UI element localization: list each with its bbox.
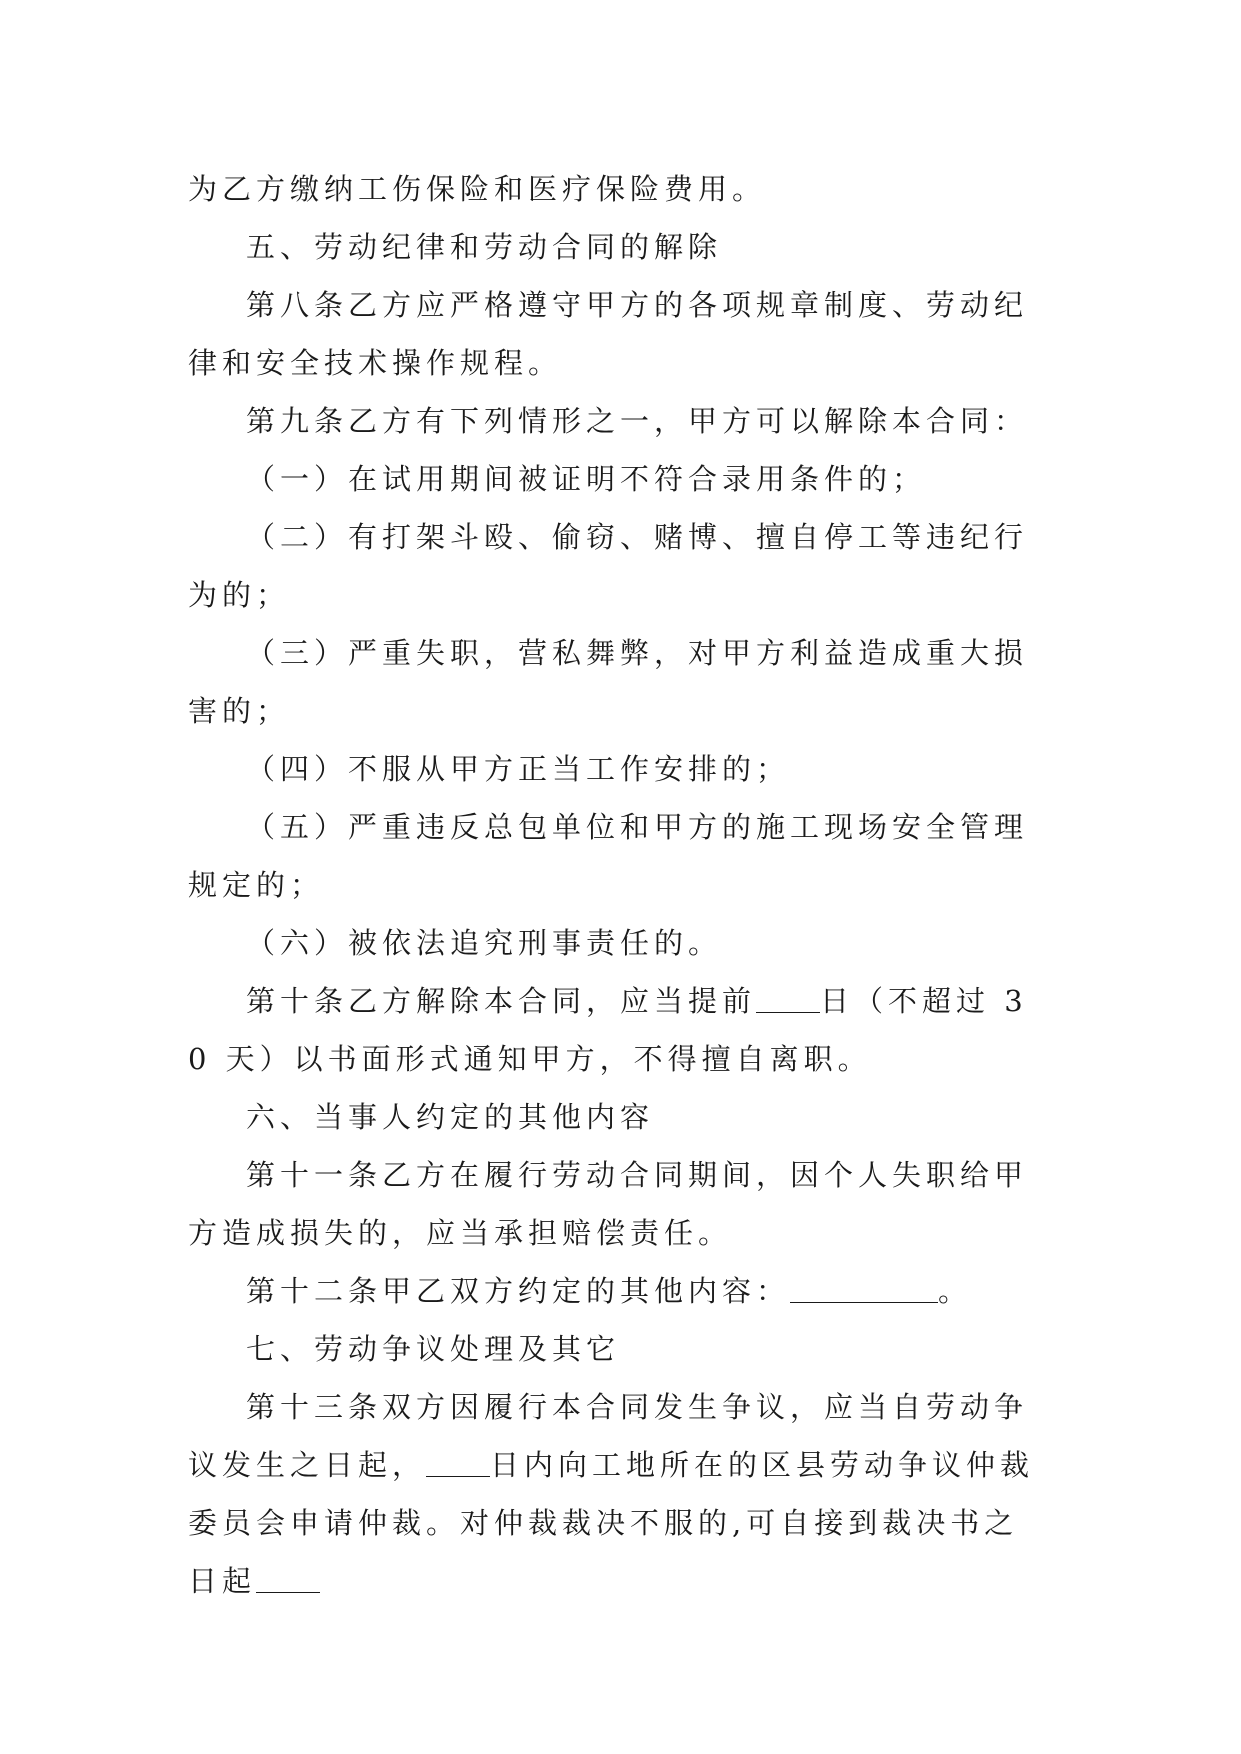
clause-item-1: （一）在试用期间被证明不符合录用条件的； [246, 462, 927, 496]
blank-lawsuit-days[interactable] [256, 1562, 320, 1593]
clause-item-6: （六）被依法追究刑事责任的。 [246, 926, 723, 960]
article-11: 第十一条乙方在履行劳动合同期间，因个人失职给甲方造成损失的，应当承担赔偿责任。 [188, 1158, 1029, 1250]
article-10 [188, 972, 1048, 1088]
document-body [188, 160, 1048, 1610]
article-13 [188, 1378, 1048, 1610]
article-10-text-start: 第十条乙方解除本合同，应当提前 [246, 984, 757, 1018]
article-12-text-end: 。 [938, 1274, 973, 1308]
clause-item-5: （五）严重违反总包单位和甲方的施工现场安全管理规定的； [188, 810, 1029, 902]
article-10-text-end: 日（不超过 30 天）以书面形式通知甲方，不得擅自离职。 [188, 984, 1028, 1076]
clause-item-4: （四）不服从甲方正当工作安排的； [246, 752, 791, 786]
clause-item-2: （二）有打架斗殴、偷窃、赌博、擅自停工等违纪行为的； [188, 520, 1029, 612]
article-12-text-start: 第十二条甲乙双方约定的其他内容： [246, 1274, 791, 1308]
paragraph-continuation: 为乙方缴纳工伤保险和医疗保险费用。 [188, 172, 767, 206]
blank-notice-days[interactable] [756, 982, 820, 1013]
article-12 [188, 1262, 1048, 1320]
section-heading-5: 五、劳动纪律和劳动合同的解除 [246, 230, 723, 264]
article-8: 第八条乙方应严格遵守甲方的各项规章制度、劳动纪律和安全技术操作规程。 [188, 288, 1029, 380]
section-heading-6: 六、当事人约定的其他内容 [246, 1100, 655, 1134]
article-13-text-mid: 日内向工地所在的区县劳动争议仲裁委员会申请仲裁。对仲裁裁决不服的,可自接到裁决书之日起 [188, 1448, 1035, 1598]
article-13-text-start: 第十三条双方因履行本合同发生争议，应当自劳动争议发生之日起， [188, 1390, 1029, 1482]
blank-arbitration-days[interactable] [426, 1446, 490, 1477]
blank-other-content[interactable] [790, 1272, 938, 1303]
clause-item-3: （三）严重失职，营私舞弊，对甲方利益造成重大损害的； [188, 636, 1029, 728]
article-9: 第九条乙方有下列情形之一，甲方可以解除本合同： [246, 404, 1029, 438]
section-heading-7: 七、劳动争议处理及其它 [246, 1332, 621, 1366]
